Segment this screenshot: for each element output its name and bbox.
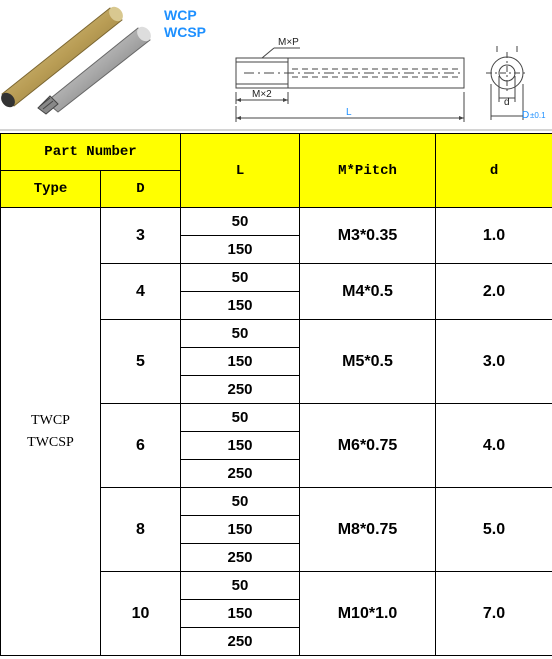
length-cell: 50 <box>181 572 300 600</box>
length-cell: 250 <box>181 544 300 572</box>
type-cell <box>1 208 101 656</box>
outer-diameter-label: D <box>522 110 530 121</box>
type-value-twcp: TWCP <box>31 412 70 428</box>
pitch-cell: M10*1.0 <box>300 572 436 656</box>
thread-label: M×P <box>278 37 299 48</box>
d-outer-cell: 8 <box>101 488 181 572</box>
d-inner-cell: 4.0 <box>436 404 552 488</box>
length-cell: 150 <box>181 516 300 544</box>
length-cell: 150 <box>181 348 300 376</box>
d-outer-cell: 4 <box>101 264 181 320</box>
inner-diameter-label: d <box>504 97 510 108</box>
d-outer-cell: 5 <box>101 320 181 404</box>
product-label-wcp: WCP <box>164 7 197 23</box>
pitch-cell: M4*0.5 <box>300 264 436 320</box>
d-outer-cell: 3 <box>101 208 181 264</box>
tolerance-label: ±0.1 <box>530 111 546 120</box>
d-inner-cell: 3.0 <box>436 320 552 404</box>
length-cell: 250 <box>181 376 300 404</box>
length-cell: 50 <box>181 264 300 292</box>
header-type: Type <box>1 171 101 208</box>
d-inner-cell: 7.0 <box>436 572 552 656</box>
pitch-cell: M5*0.5 <box>300 320 436 404</box>
length-cell: 150 <box>181 292 300 320</box>
length-cell: 50 <box>181 488 300 516</box>
header-illustration <box>0 0 552 133</box>
end-view-drawing <box>486 46 528 120</box>
pitch-cell: M3*0.35 <box>300 208 436 264</box>
header-pitch: M*Pitch <box>300 134 436 208</box>
length-cell: 150 <box>181 432 300 460</box>
pitch-cell: M8*0.75 <box>300 488 436 572</box>
length-label: L <box>346 107 352 118</box>
header-d-inner: d <box>436 134 552 208</box>
d-inner-cell: 5.0 <box>436 488 552 572</box>
d-inner-cell: 2.0 <box>436 264 552 320</box>
d-outer-cell: 6 <box>101 404 181 488</box>
product-photo <box>0 4 154 114</box>
length-cell: 250 <box>181 628 300 656</box>
length-cell: 150 <box>181 600 300 628</box>
header-part-number: Part Number <box>1 134 181 171</box>
length-cell: 50 <box>181 320 300 348</box>
length-cell: 50 <box>181 208 300 236</box>
d-outer-cell: 10 <box>101 572 181 656</box>
header-d-outer: D <box>101 171 181 208</box>
length-cell: 250 <box>181 460 300 488</box>
spec-table <box>0 133 552 656</box>
d-inner-cell: 1.0 <box>436 208 552 264</box>
length-cell: 50 <box>181 404 300 432</box>
pitch-cell: M6*0.75 <box>300 404 436 488</box>
product-label-wcsp: WCSP <box>164 24 206 40</box>
thread-length-label: M×2 <box>252 89 272 100</box>
header-l: L <box>181 134 300 208</box>
length-cell: 150 <box>181 236 300 264</box>
type-value-twcsp: TWCSP <box>27 434 74 450</box>
